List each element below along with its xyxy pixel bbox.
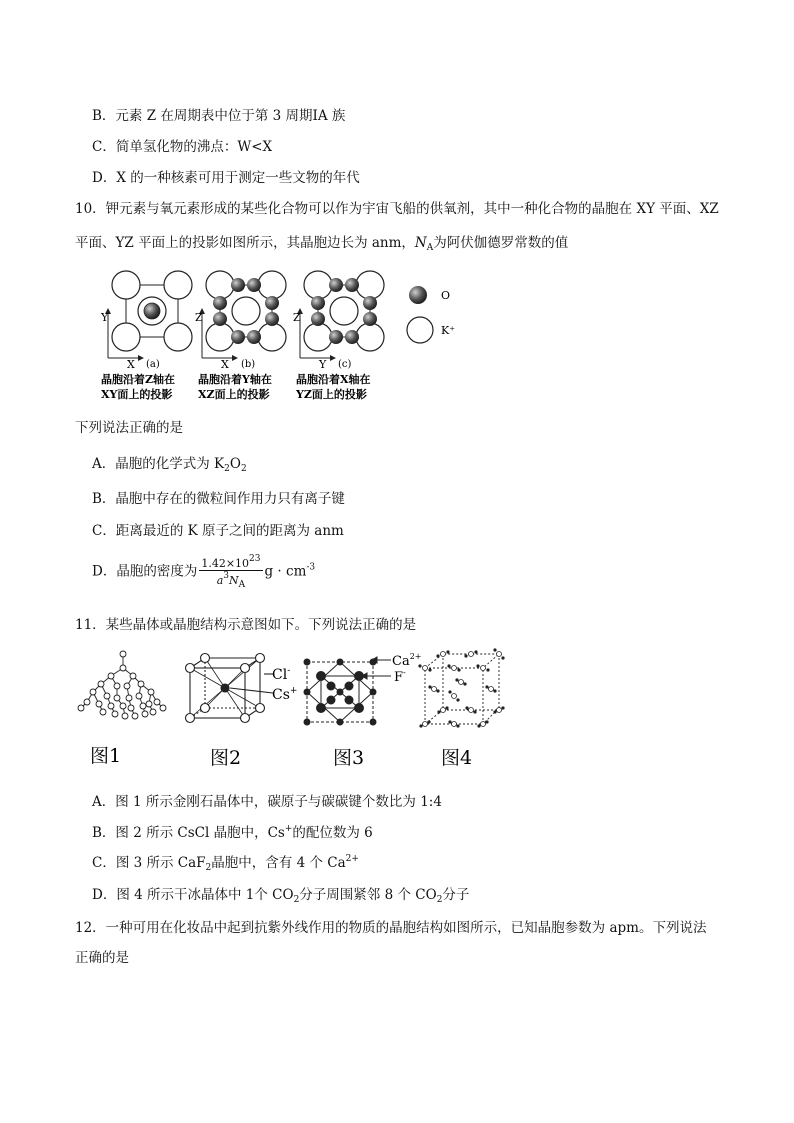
avogadro-symbol: N (414, 235, 427, 251)
fig3-caption: 图3 (333, 747, 365, 769)
q12-stem-line2: 正确的是 (75, 950, 129, 966)
projection-panel-a (100, 271, 192, 401)
axis-y-label: Y (101, 311, 109, 324)
panel-a-tag: (a) (146, 359, 160, 370)
q10-stem-part: 平面、YZ 平面上的投影如图所示，其晶胞边长为 anm， (75, 235, 415, 251)
option-d-prefix: D．晶胞的密度为 (92, 563, 198, 580)
panel-b-caption-1: 晶胞沿着Y轴在 (198, 373, 272, 386)
panel-b-caption-2: XZ面上的投影 (198, 388, 270, 401)
fig4-caption: 图4 (441, 747, 473, 769)
q11-crystal-figures (75, 646, 515, 774)
dry-ice-cell-diagram (418, 648, 504, 727)
q10-option-c: C．距离最近的 K 原子之间的距离为 anm (92, 523, 344, 539)
fig1-caption: 图1 (90, 745, 122, 767)
legend-potassium-label: K⁺ (441, 324, 456, 337)
q10-stem-line2 (75, 231, 568, 253)
axis-z-label: Z (195, 311, 203, 324)
q11-option-b: B．图 2 所示 CsCl 晶胞中，Cs+的配位数为 6 (92, 824, 373, 841)
q11-stem: 11．某些晶体或晶胞结构示意图如下。下列说法正确的是 (75, 617, 417, 633)
axis-z-label: Z (293, 311, 301, 324)
projection-panel-b (195, 271, 286, 401)
panel-a-caption-1: 晶胞沿着Z轴在 (101, 373, 176, 386)
projection-panel-c (293, 271, 384, 401)
density-fraction: $\frac{1.42\times 10^{23}}{a^3N_A}$ (201, 554, 261, 590)
q10-ask: 下列说法正确的是 (75, 420, 183, 436)
panel-c-caption-1: 晶胞沿着X轴在 (296, 373, 371, 386)
panel-b-tag: (b) (241, 359, 256, 370)
q11-option-c: C．图 3 所示 CaF$_2$晶胞中，含有 4 个 $Ca^{2+}$ (92, 854, 359, 873)
q11-option-d: D．图 4 所示干冰晶体中 1个 $CO_2$分子周围紧邻 8 个 $CO_2$分子 (92, 887, 470, 905)
q9-option-b: B．元素 Z 在周期表中位于第 3 周期ⅠA 族 (92, 108, 346, 124)
projection-legend (407, 286, 455, 343)
axis-x-label: X (221, 358, 229, 371)
q10-option-d: D．晶胞的密度为 $\frac{1.42\times 10^{23}}{a^3N_A}$ $g \cdot cm^{-3}$ (92, 554, 316, 590)
q11-option-a: A．图 1 所示金刚石晶体中，碳原子与碳碳键个数比为 1:4 (92, 794, 442, 810)
q10-projection-figure (98, 268, 478, 406)
axis-x-label: X (127, 358, 135, 371)
q10-stem-part-end: 为阿伏伽德罗常数的值 (433, 235, 569, 251)
diamond-structure-diagram (78, 651, 166, 719)
q10-stem-line1: 10．钾元素与氧元素形成的某些化合物可以作为宇宙飞船的供氧剂，其中一种化合物的晶胞在 XY 平面、XZ (75, 201, 719, 217)
density-unit: g · cm (264, 563, 307, 580)
fig2-caption: 图2 (210, 747, 242, 769)
fig3-fluoride-label: F- (394, 668, 406, 685)
legend-oxygen-label: O (441, 289, 451, 302)
q9-option-d: D．X 的一种核素可用于测定一些文物的年代 (92, 170, 360, 186)
avogadro-subscript: A (426, 243, 434, 253)
q12-stem-line1: 12．一种可用在化妆品中起到抗紫外线作用的物质的晶胞结构如图所示，已知晶胞参数为 apm。下列说法 (75, 920, 707, 936)
caf2-cell-diagram (304, 657, 391, 725)
q10-option-a: A．晶胞的化学式为 $K_2O_2$ (92, 456, 247, 474)
fig2-chloride-label: Cl- (272, 666, 291, 683)
axis-y-label: Y (319, 358, 327, 371)
fig2-cesium-label: Cs+ (272, 686, 298, 703)
panel-c-caption-2: YZ面上的投影 (296, 388, 367, 401)
q9-option-c: C．简单氢化物的沸点：W<X (92, 139, 273, 155)
panel-c-tag: (c) (338, 359, 352, 370)
q10-option-b: B．晶胞中存在的微粒间作用力只有离子键 (92, 491, 345, 507)
panel-a-caption-2: XY面上的投影 (101, 388, 173, 401)
cscl-cell-diagram (186, 654, 274, 723)
fig3-calcium-label: $Ca^{2+}$ (392, 652, 422, 669)
